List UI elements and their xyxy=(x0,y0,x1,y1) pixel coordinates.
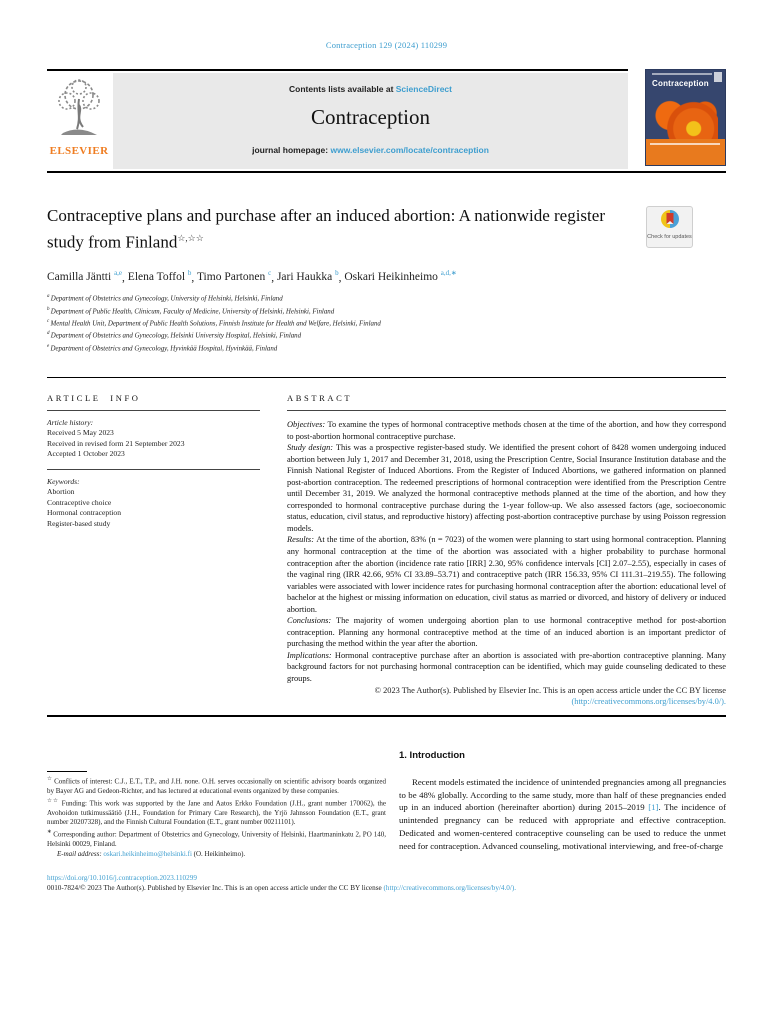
journal-citation: Contraception 129 (2024) 110299 xyxy=(325,40,448,50)
homepage-prefix: journal homepage: xyxy=(252,145,331,155)
elsevier-tree-icon xyxy=(53,126,105,143)
affiliation-line: $^e$ Department of Obstetrics and Gynecology, Hyvinkää Hospital, Hyvinkää, Finland xyxy=(47,343,278,352)
footnote-mark: ∗ xyxy=(47,829,54,836)
keyword-item: Register-based study xyxy=(47,518,111,528)
article-title-text: Contraceptive plans and purchase after an induced abortion: A nationwide register study from Finland xyxy=(47,206,605,252)
author-name: Elena Toffol $^b$ xyxy=(127,269,192,284)
abstract-section-label: Results: xyxy=(287,535,317,545)
author-affiliation-sup: a,d,∗ xyxy=(440,269,457,278)
keyword-item: Abortion xyxy=(47,487,75,497)
author-name: Camilla Jäntti $^{a,e}$ xyxy=(47,269,123,284)
footnotes xyxy=(47,775,386,860)
abstract-section-label: Implications: xyxy=(287,650,335,660)
affiliation-sup: e xyxy=(47,343,51,349)
author-affiliation-sup: b xyxy=(187,269,192,278)
footnote: ∗ Corresponding author: Department of Obstetrics and Gynecology, University of Helsinki, Haartmaninkatu 2, PO 140, Helsinki 00029, Finland. xyxy=(47,829,387,849)
issn-copyright-line xyxy=(47,883,726,893)
history-item: Received in revised form 21 September 2023 xyxy=(47,438,185,448)
license-link[interactable]: (http://creativecommons.org/licenses/by/4.0/). xyxy=(571,697,726,707)
footnote: ☆ Conflicts of interest: C.J., E.T., T.P., and J.H. none. O.H. serves occasionally on scientific advisory boards organized by Bayer AG and Gedeon-Richter, and has lectured at educational events organized by these companies. xyxy=(47,775,386,795)
check-for-updates-badge[interactable] xyxy=(646,206,693,248)
affiliation-sup: b xyxy=(47,306,51,312)
crossmark-icon xyxy=(661,215,679,232)
footnote: E-mail address: oskari.heikinheimo@helsinki.fi (O. Heikinheimo). xyxy=(57,850,246,859)
footnotes-column xyxy=(47,750,386,860)
introduction-paragraph xyxy=(399,776,726,853)
author-line: Camilla Jäntti $^{a,e}$, Elena Toffol $^b$, Timo Partonen $^c$, Jari Haukka $^b$, Oskari Heikinheimo $^{a,d,∗}$ xyxy=(47,269,457,284)
footnote: ☆☆ Funding: This work was supported by the Jane and Aatos Erkko Foundation (J.H., grant number 170062), the Avohoidon tutkimussäätiö (J.H., Foundation for Primary Care Research), the Yrjö Jahnsson Foundation (E.T., grant number 20207328), and the Finnish Cultural Foundation (E.T., grant number 00211101). xyxy=(47,797,386,827)
cover-bar-text xyxy=(650,143,720,145)
keyword-item: Hormonal contraception xyxy=(47,508,122,518)
affiliation-sup: c xyxy=(47,319,51,325)
footnote-separator xyxy=(47,771,87,772)
sciencedirect-link[interactable]: ScienceDirect xyxy=(395,84,452,94)
elsevier-wordmark: ELSEVIER xyxy=(49,145,109,157)
introduction-column xyxy=(399,750,726,860)
footer-license-link[interactable]: (http://creativecommons.org/licenses/by/4.0/). xyxy=(383,884,517,892)
abstract-section-label: Conclusions: xyxy=(287,616,336,626)
abstract-section-label: Study design: xyxy=(287,443,336,453)
intro-text: Recent models estimated the incidence of unintended pregnancies among all pregnancies to be 48% globally. According to the same study, more than half of these pregnancies ended up in an induced abortion (hereinafter abortion) during 2015–2019 xyxy=(399,776,726,813)
article-info-column xyxy=(47,393,260,708)
abstract-section: Results: At the time of the abortion, 83% (n = 7023) of the women were planning to start using hormonal contraception. Planning any hormonal contraception at the time of the abortion was associated with a higher probability to purchase hormonal contraception after the abortion (incidence rate ratio [IRR] 2.30, 95% confidence intervals [CI] 2.07–2.55), especially in cases of the vaginal ring (IRR 42.66, 95% CI 33.89–53.71) and contraceptive patch (IRR 156.33, 95% CI 111.31–219.55). The following variables were associated with lower incidence rates for purchasing hormonal contraception after the abortion: educational level of bachelor at the highest or missing information on education, civil status as married or divorced, and history of delivery or induced abortion. xyxy=(287,535,727,614)
affiliation-sup: d xyxy=(47,331,51,337)
article-history-label: Article history: xyxy=(47,417,94,427)
doi-link[interactable]: https://doi.org/10.1016/j.contraception.2023.110299 xyxy=(47,874,197,882)
footnote-label: E-mail address: xyxy=(57,850,104,859)
history-item: Accepted 1 October 2023 xyxy=(47,449,125,459)
abstract-copyright xyxy=(287,685,726,708)
cover-series-text xyxy=(652,73,712,75)
abstract-section-label: Objectives: xyxy=(287,419,328,429)
keywords-label: Keywords: xyxy=(47,476,80,486)
author-name: Oskari Heikinheimo $^{a,d,∗}$ xyxy=(344,269,457,284)
article-history-block xyxy=(47,411,260,470)
email-link[interactable]: oskari.heikinheimo@helsinki.fi xyxy=(103,850,192,859)
check-for-updates-label: Check for updates xyxy=(647,234,692,240)
affiliation-sup: a xyxy=(47,294,51,300)
journal-cover-thumbnail[interactable] xyxy=(645,69,726,166)
contents-line xyxy=(113,84,628,94)
history-item: Received 5 May 2023 xyxy=(47,428,114,438)
masthead-bottom-rule xyxy=(47,171,726,173)
author-name: Timo Partonen $^c$ xyxy=(196,269,272,284)
homepage-line xyxy=(113,145,628,155)
cover-publisher-mark xyxy=(714,72,722,82)
author-name: Jari Haukka $^b$ xyxy=(276,269,339,284)
article-title-footnote-marks: ☆,☆☆ xyxy=(177,233,204,243)
article-info-heading: ARTICLE INFO xyxy=(47,393,260,411)
masthead-main xyxy=(47,69,628,169)
abstract-section: Objectives: To examine the types of hormonal contraceptive methods chosen at the time of the abortion, and how they correspond to post-abortion hormonal contraceptive purchase. xyxy=(287,419,727,441)
abstract-column xyxy=(287,393,726,708)
elsevier-logo xyxy=(47,73,111,169)
keyword-items xyxy=(47,487,260,529)
author-affiliation-sup: c xyxy=(268,269,272,278)
journal-title: Contraception xyxy=(311,105,430,129)
affiliation-line: $^b$ Department of Public Health, Clinicum, Faculty of Medicine, University of Helsinki, Helsinki, Finland xyxy=(47,306,335,316)
abstract-body xyxy=(287,411,726,685)
abstract-section: Implications: Hormonal contraceptive purchase after an abortion is associated with pre-abortion contraceptive planning. Many background factors for not purchasing hormonal contraception can be identified, which may guide counseling dedicated to these groups. xyxy=(287,650,727,683)
footnote-mark: ☆☆ xyxy=(47,797,62,804)
introduction-heading: 1. Introduction xyxy=(399,749,465,761)
keywords-block xyxy=(47,470,260,539)
reference-1-link[interactable]: [1] xyxy=(648,802,659,813)
intro-text-continued: . The incidence of unintended pregnancy can be reduced with appropriate and effective contraception. Dedicated and women-centered contraceptive counseling can be used to reduce the unmet need for contraception. Advanced counseling, motivational interviewing, and free-of-charge xyxy=(399,802,727,852)
contents-prefix: Contents lists available at xyxy=(289,84,396,94)
page-footer xyxy=(47,873,726,893)
author-affiliation-sup: b xyxy=(335,269,339,278)
affiliation-line: $^c$ Mental Health Unit, Department of Public Health Solutions, Finnish Institute for Health and Welfare, Helsinki, Finland xyxy=(47,319,381,328)
masthead-banner xyxy=(113,73,628,169)
abstract-bottom-rule xyxy=(47,715,726,717)
affiliations xyxy=(47,292,726,353)
issn-text: 0010-7824/© 2023 The Author(s). Published by Elsevier Inc. This is an open access article under the CC BY license xyxy=(47,884,384,892)
abstract-section: Study design: This was a prospective register-based study. We identified the present cohort of 8428 women undergoing induced abortion between July 1, 2017 and December 31, 2018, using the Prescription Centre, Social Insurance Institution database and the Finnish National Register of Induced Abortions. From the Register of Induced Abortions, we gathered information on planned post-abortion contraception. The redeemed prescriptions of hormonal contraception were identified from the Prescription Centre until December 31, 2019. We analyzed the hormonal contraceptive methods planned at the time of the abortion, and how they corresponded to hormonal contraceptive purchase during the 1-year follow-up. We also assessed factors (age, socioeconomic status, education, civil status, and reproductive history) affecting post-abortion contraceptive purchase by using Poisson regression models. xyxy=(287,443,726,533)
affiliation-line: $^a$ Department of Obstetrics and Gynecology, University of Helsinki, Helsinki, Finland xyxy=(47,294,283,303)
abstract-heading: ABSTRACT xyxy=(287,393,726,411)
journal-homepage-link[interactable]: www.elsevier.com/locate/contraception xyxy=(330,145,489,155)
title-section-rule xyxy=(47,377,726,378)
masthead xyxy=(47,69,726,169)
footnote-mark: ☆ xyxy=(47,775,55,782)
abstract-section: Conclusions: The majority of women undergoing abortion plan to use hormonal contraceptive method for post-abortion contraception. Planning any hormonal contraceptive method at the time of an induced abortion is an important predictor of purchasing the method within the year after the abortion. xyxy=(287,616,727,649)
cover-title: Contraception xyxy=(652,79,709,88)
keyword-item: Contraceptive choice xyxy=(47,497,112,507)
author-affiliation-sup: a,e xyxy=(114,269,123,278)
copyright-text: © 2023 The Author(s). Published by Elsevier Inc. This is an open access article under the CC BY license xyxy=(374,685,726,695)
article-history-items xyxy=(47,428,260,460)
affiliation-line: $^d$ Department of Obstetrics and Gynecology, Helsinki University Hospital, Helsinki, Finland xyxy=(47,331,302,340)
article-title xyxy=(47,204,632,254)
